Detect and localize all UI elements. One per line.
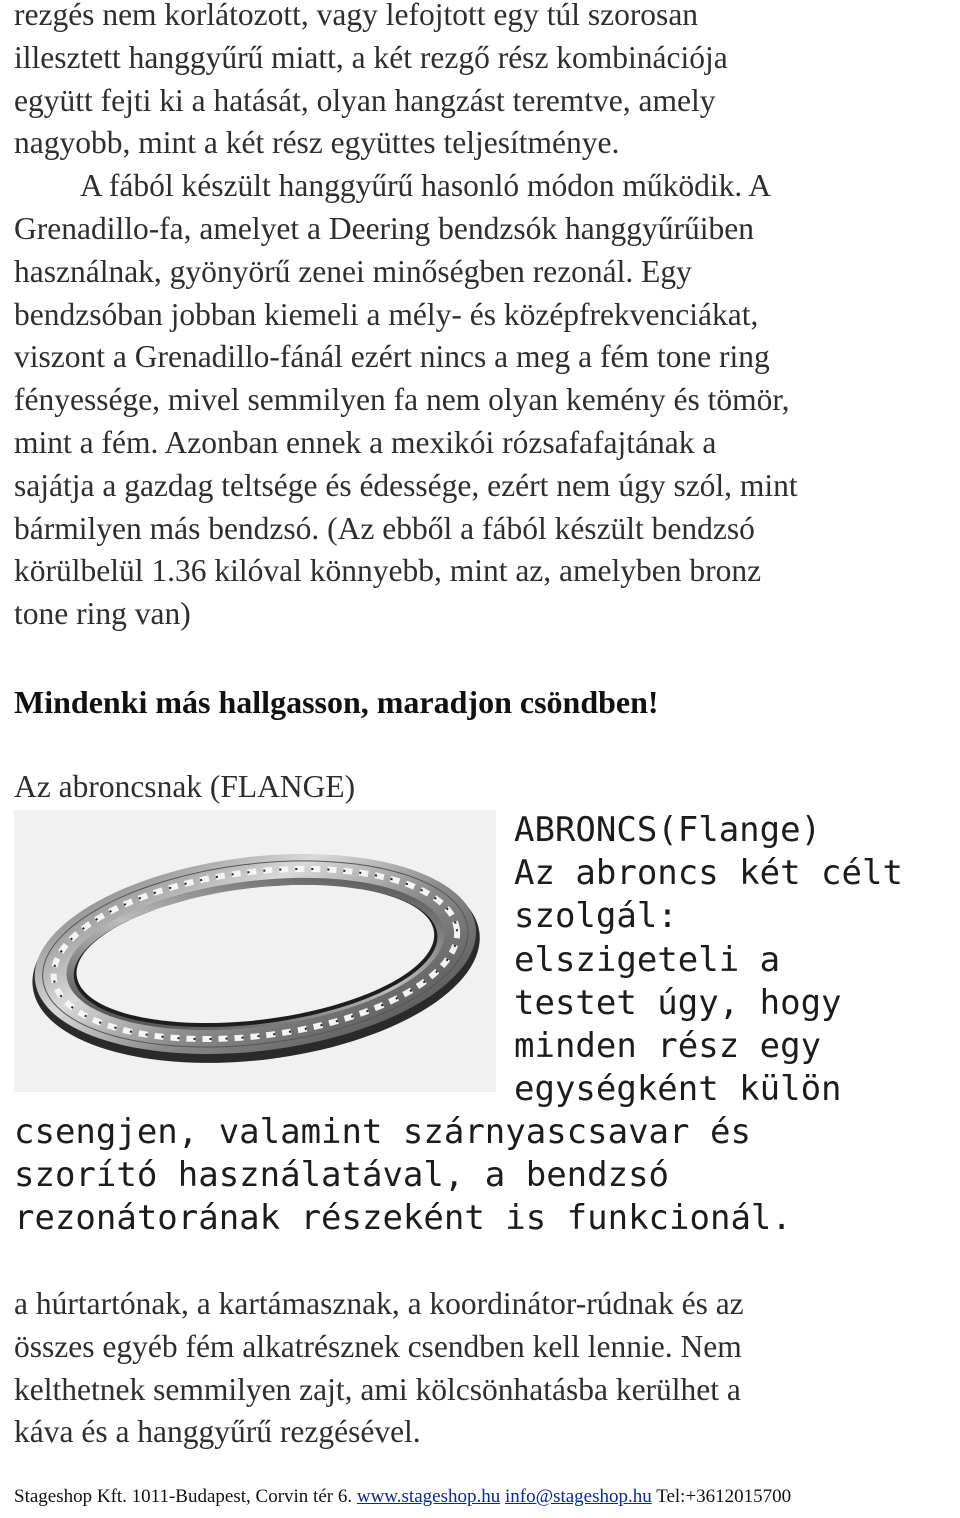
- wood-line: mint a fém. Azonban ennek a mexikói rózsafafajtának a: [14, 424, 717, 460]
- wood-line: viszont a Grenadillo-fánál ezért nincs a meg a fém tone ring: [14, 339, 770, 375]
- wood-line: körülbelül 1.36 kilóval könnyebb, mint az, amelyben bronz: [14, 553, 762, 589]
- closing-line: a húrtartónak, a kartámasznak, a koordinátor-rúdnak és az: [14, 1286, 744, 1321]
- footer-phone: Tel:+3612015700: [656, 1486, 792, 1507]
- page-footer: [14, 1484, 954, 1510]
- intro-line: együtt fejti ki a hatását, olyan hangzást teremtve, amely: [14, 82, 716, 118]
- closing-paragraph: [14, 1283, 954, 1454]
- footer-company: Stageshop Kft. 1011-Budapest, Corvin tér 6.: [14, 1486, 353, 1507]
- flange-description-full: [14, 1111, 954, 1241]
- flange-line: egységként külön: [514, 1069, 842, 1110]
- flange-line: Az abroncs két célt: [514, 853, 903, 894]
- wood-line: Grenadillo-fa, amelyet a Deering bendzsók hanggyűrűiben: [14, 210, 754, 246]
- closing-line: összes egyéb fém alkatrésznek csendben kell lennie. Nem: [14, 1328, 742, 1364]
- flange-title: ABRONCS(Flange): [514, 810, 822, 850]
- flange-line: csengjen, valamint szárnyascsavar és: [14, 1112, 751, 1152]
- wood-line: használnak, gyönyörű zenei minőségben rezonál. Egy: [14, 253, 692, 289]
- flange-line: szolgál:: [514, 896, 678, 937]
- intro-line: illesztett hanggyűrű miatt, a két rezgő rész kombinációja: [14, 39, 728, 75]
- wood-line: fényessége, mivel semmilyen fa nem olyan kemény és tömör,: [14, 382, 790, 418]
- flange-line: szorító használatával, a bendzsó: [14, 1155, 670, 1196]
- wood-line: bendzsóban jobban kiemeli a mély- és középfrekvenciákat,: [14, 296, 759, 332]
- flange-ring-image: [14, 810, 496, 1092]
- flange-line: minden rész egy: [514, 1026, 822, 1067]
- wood-line: A fából készült hanggyűrű hasonló módon működik. A: [80, 168, 772, 204]
- closing-line: kelthetnek semmilyen zajt, ami kölcsönhatásba kerülhet a: [14, 1371, 741, 1407]
- section-heading: Mindenki más hallgasson, maradjon csöndben!: [14, 684, 659, 720]
- flange-description-side: [514, 809, 954, 1111]
- flange-line: testet úgy, hogy: [514, 982, 842, 1023]
- wood-line: bármilyen más bendzsó. (Az ebből a fából készült bendzsó: [14, 510, 755, 546]
- footer-website-link[interactable]: www.stageshop.hu: [356, 1486, 501, 1507]
- wood-line: tone ring van): [14, 596, 191, 632]
- flange-intro-text: Az abroncsnak (FLANGE): [14, 769, 356, 804]
- intro-line: rezgés nem korlátozott, vagy lefojtott egy túl szorosan: [14, 0, 699, 32]
- footer-email-link[interactable]: info@stageshop.hu: [504, 1486, 652, 1507]
- flange-line: elszigeteli a: [514, 939, 781, 980]
- intro-line: nagyobb, mint a két rész együttes teljesítménye.: [14, 125, 620, 161]
- wood-line: sajátja a gazdag teltsége és édessége, ezért nem úgy szól, mint: [14, 467, 798, 503]
- intro-paragraph: [14, 0, 954, 636]
- closing-line: káva és a hanggyűrű rezgésével.: [14, 1414, 421, 1450]
- flange-line: rezonátorának részeként is funkcionál.: [14, 1198, 792, 1239]
